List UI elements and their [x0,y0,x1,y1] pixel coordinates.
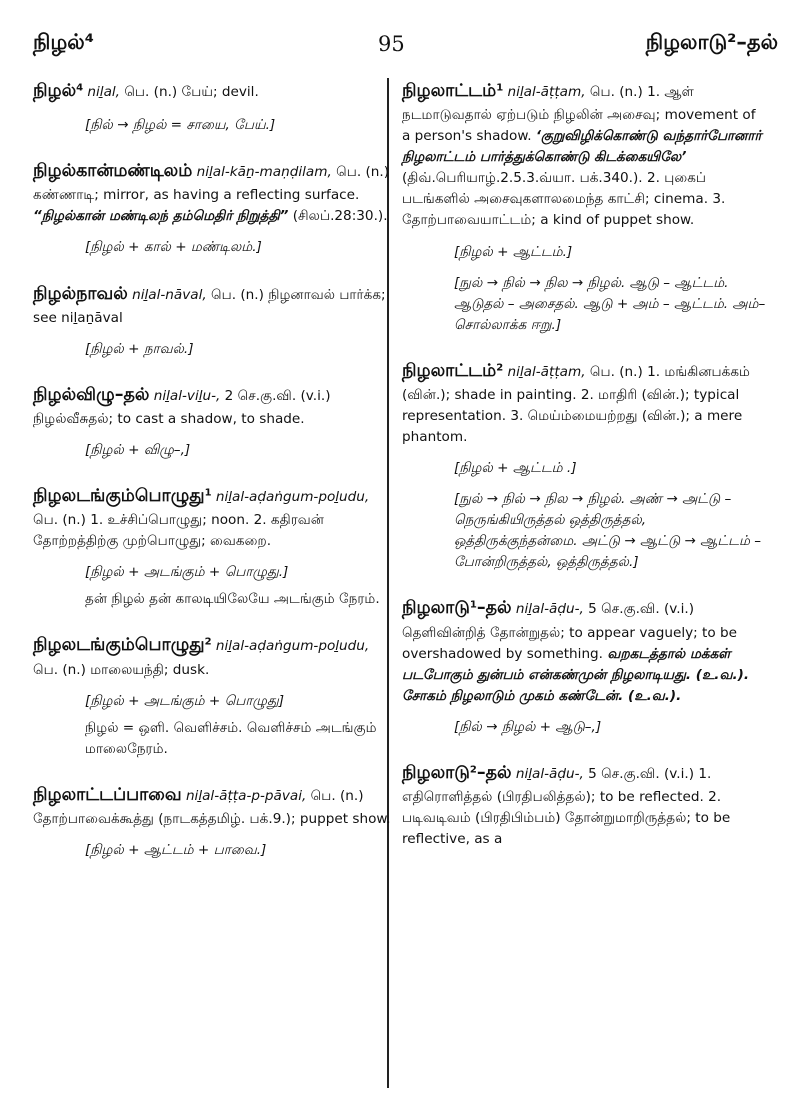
homonym-number: 4 [76,82,84,94]
entry [33,78,393,136]
definition: 5 செ.கு.வி. (v.i.) தெளிவின்றித் தோன்றுதல்; to appear vaguely; to be overshadowed by something. [402,601,737,662]
definition: பெ. (n.) 1. உச்சிப்பொழுது; noon. 2. கதிரவன் தோற்றத்திற்கு முற்பொழுது; வைகறை. [33,512,324,550]
definition: பெ. (n.) நிழனாவல் பார்க்க; see niḻaṉāval [33,286,386,326]
explanatory-note: நிழல் = ஒளி. வெளிச்சம். வெளிச்சம் அடங்கும் மாலைநேரம். [85,719,377,757]
transliteration: niḻal, [87,84,121,100]
entry [33,158,393,258]
transliteration: niḻal-aḍaṅgum-poḻudu, [215,489,370,505]
citation-quote: ‘குறுவிழிக்கொண்டு வந்தார்போனார் நிழலாட்டம் பார்த்துக்கொண்டு கிடக்கையிலே’ [402,128,762,166]
page-number: 95 [378,32,405,56]
entry [33,382,393,461]
etymology: [நிழல் + விழு–,] [85,441,191,458]
etymology: [நில் → நிழல் + ஆடு–,] [454,718,602,735]
etymology-detail: [நுல் → நில் → நில → நிழல். ஆடு – ஆட்டம். ஆடுதல் – அசைதல். ஆடு + அம் – ஆட்டம். அம்– சொல்லாக்க ஈறு.] [454,274,766,333]
headword: நிழலாட்டம் [402,360,497,381]
transliteration: niḻal-nāval, [132,286,207,303]
homonym-number: 2 [469,764,477,776]
entry [402,760,768,850]
etymology: [நிழல் + நாவல்.] [85,340,194,357]
header-left-guideword: நிழல்⁴ [33,30,94,54]
header-right-guideword: நிழலாடு²–தல் [645,30,778,54]
headword: நிழலாடு [402,598,470,619]
headword: நிழலாடு [402,762,470,783]
explanatory-note: தன் நிழல் தன் காலடியிலேயே அடங்கும் நேரம். [85,591,380,608]
definition-continued: 2. புகைப் படங்களில் அசைவுகளாலமைந்த காட்சி; cinema. 3. தோற்பாவையாட்டம்; a kind of puppet show. [402,170,726,229]
entry [33,483,393,610]
homonym-number: 2 [496,362,504,374]
etymology: [நிழல் + ஆட்டம் + பாவை.] [85,841,267,858]
transliteration: niḻal-viḻu-, [153,387,221,404]
definition: பெ. (n.) மாலையந்தி; dusk. [33,661,210,678]
entry [402,78,768,336]
etymology: [நிழல் + கால் + மண்டிலம்.] [85,239,262,256]
etymology: [நிழல் + அடங்கும் + பொழுது.] [85,564,289,581]
headword-suffix: –தல் [476,762,512,783]
etymology: [நிழல் + ஆட்டம் .] [454,460,577,477]
homonym-number: 1 [496,82,504,94]
usage-example: வறகடத்தால் மக்கள் படபோகும் துன்பம் என்கண்முன் நிழலாடியது. (உ.வ.). சோகம் நிழலாடும் முகம் கண்டேன். (உ.வ.). [402,645,750,704]
transliteration: niḻal-āṭṭa-p-pāvai, [185,787,307,804]
definition: 2 செ.கு.வி. (v.i.) நிழல்வீசுதல்; to cast a shadow, to shade. [33,387,331,427]
homonym-number: 2 [204,636,212,648]
transliteration: niḻal-āḍu-, [515,601,584,618]
citation-source: (சிலப்.28:30.). [292,208,388,225]
etymology-detail: [நுல் → நில் → நில → நிழல். அண் → அட்டு – நெருங்கியிருத்தல் ஒத்திருத்தல், ஒத்திருக்குந்தன்மை. அட்டு → ஆட்டு → ஆட்டம் – போன்றிருத்தல், ஒத்திருத்தல்.] [454,491,762,571]
headword: நிழல் [33,81,77,101]
headword: நிழல்நாவல் [33,283,128,304]
citation-quote: “நிழல்கான் மண்டிலந் தம்மெதிர் நிறுத்தி” [33,208,289,225]
headword: நிழலடங்கும்பொழுது [33,635,205,656]
entry [402,358,768,574]
right-column [402,78,768,872]
headword: நிழல்விழு–தல் [33,384,150,405]
etymology: [நிழல் + ஆட்டம்.] [454,243,573,260]
citation-source: (திவ்.பெரியாழ்.2.5.3.வ்யா. பக்.340.). [402,170,643,187]
definition: பெ. (n.) கண்ணாடி; mirror, as having a reflecting surface. [33,164,390,204]
homonym-number: 1 [204,487,212,499]
transliteration: niḻal-āṭṭam, [507,84,586,100]
transliteration: niḻal-āṭṭam, [507,363,586,380]
definition: 5 செ.கு.வி. (v.i.) 1. எதிரொளித்தல் (பிரதிபலித்தல்); to be reflected. 2. படிவடிவம் (பிரதிபிம்பம்) தோன்றுமாறிருத்தல்; to be reflective, as a [402,765,731,848]
definition: பெ. (n.) 1. மங்கினபக்கம் (வின்.); shade in painting. 2. மாதிரி (வின்.); typical representation. 3. மெய்ம்மையற்றது (வின்.); a mere phantom. [402,363,750,445]
etymology: [நில் → நிழல் = சாயை, பேய்.] [85,117,276,134]
etymology: [நிழல் + அடங்கும் + பொழுது] [85,692,285,709]
headword: நிழலாட்டப்பாவை [33,784,182,805]
homonym-number: 1 [469,599,477,611]
headword: நிழலாட்டம் [402,81,497,101]
headword: நிழல்கான்மண்டிலம் [33,161,193,182]
definition: பெ. (n.) தோற்பாவைக்கூத்து (நாடகத்தமிழ். பக்.9.); puppet show. [33,787,391,827]
transliteration: niḻal-āḍu-, [515,765,584,782]
left-column [33,78,393,883]
entry [402,595,768,737]
entry [33,281,393,360]
entry [33,782,393,861]
transliteration: niḻal-aḍaṅgum-poḻudu, [215,638,370,655]
headword-suffix: –தல் [476,598,512,619]
headword: நிழலடங்கும்பொழுது [33,486,205,506]
transliteration: niḻal-kāṉ-maṇḍilam, [196,164,332,181]
entry [33,632,393,759]
definition: பெ. (n.) 1. ஆள் நடமாடுவதால் ஏற்படும் நிழலின் அசைவு; movement of a person's shadow. [402,84,756,145]
definition: பெ. (n.) பேய்; devil. [124,84,259,100]
